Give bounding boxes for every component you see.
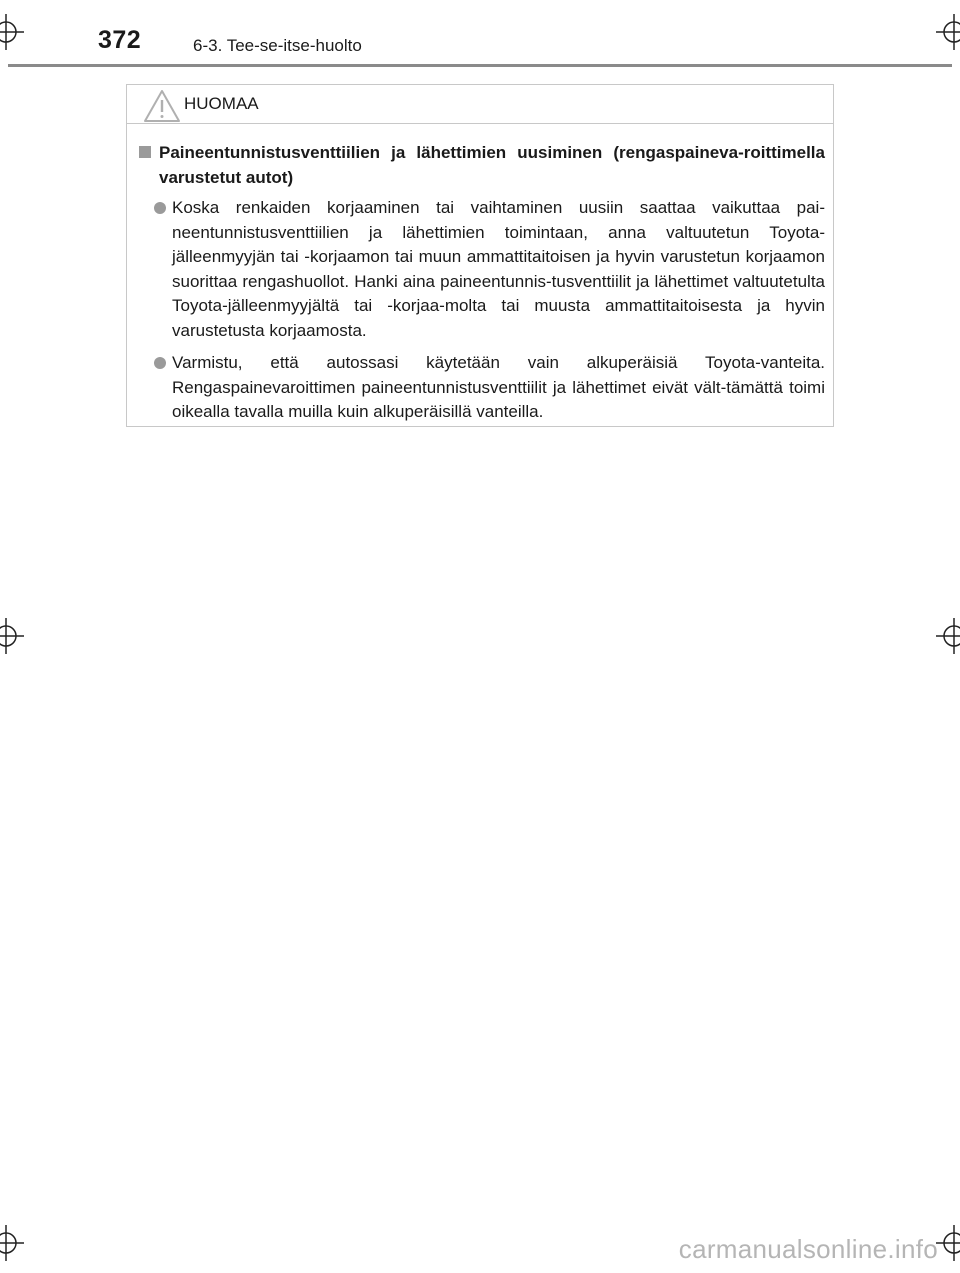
notice-box	[126, 84, 834, 427]
registration-mark-icon	[0, 618, 24, 654]
header-rule	[8, 64, 952, 67]
round-bullet-icon	[154, 202, 166, 214]
list-item-text: Varmistu, että autossasi käytetään vain alkuperäisiä Toyota-vanteita. Rengaspainevaroittimen paineentunnistusventtiilit ja lähettimet eivät vält-tämättä toimi oikealla tavalla muilla kuin alkuperäisillä vanteilla.	[172, 353, 825, 421]
warning-triangle-icon	[143, 89, 181, 123]
registration-mark-icon	[936, 14, 960, 50]
notice-subhead	[137, 140, 825, 190]
page-number: 372	[98, 26, 142, 54]
registration-mark-icon	[936, 1225, 960, 1261]
list-item-text: Koska renkaiden korjaaminen tai vaihtaminen uusiin saattaa vaikuttaa pai-neentunnistusventtiilien ja lähettimien toimintaan, anna valtuutetun Toyota-jälleenmyyjän tai -korjaamon tai muun ammattitaitoisen ja hyvin varustetun korjaamon suorittaa rengashuollot. Hanki aina paineentunnis-tusventtiilit ja lähettimet valtuutetulta Toyota-jälleenmyyjältä tai -korjaa-molta tai muusta ammattitaitoisesta ja hyvin varustetusta korjaamosta.	[172, 198, 825, 340]
registration-mark-icon	[0, 1225, 24, 1261]
notice-title: HUOMAA	[184, 94, 259, 113]
square-bullet-icon	[139, 146, 151, 158]
watermark: carmanualsonline.info	[678, 1234, 938, 1264]
section-title: 6-3. Tee-se-itse-huolto	[193, 36, 362, 55]
registration-mark-icon	[936, 618, 960, 654]
registration-mark-icon	[0, 14, 24, 50]
round-bullet-icon	[154, 357, 166, 369]
notice-header	[127, 85, 833, 124]
notice-subhead-text: Paineentunnistusventtiilien ja lähettimien uusiminen (rengaspaineva-roittimella varustetut autot)	[159, 143, 825, 187]
list-item	[137, 351, 825, 425]
list-item	[137, 196, 825, 343]
notice-body	[127, 124, 833, 425]
